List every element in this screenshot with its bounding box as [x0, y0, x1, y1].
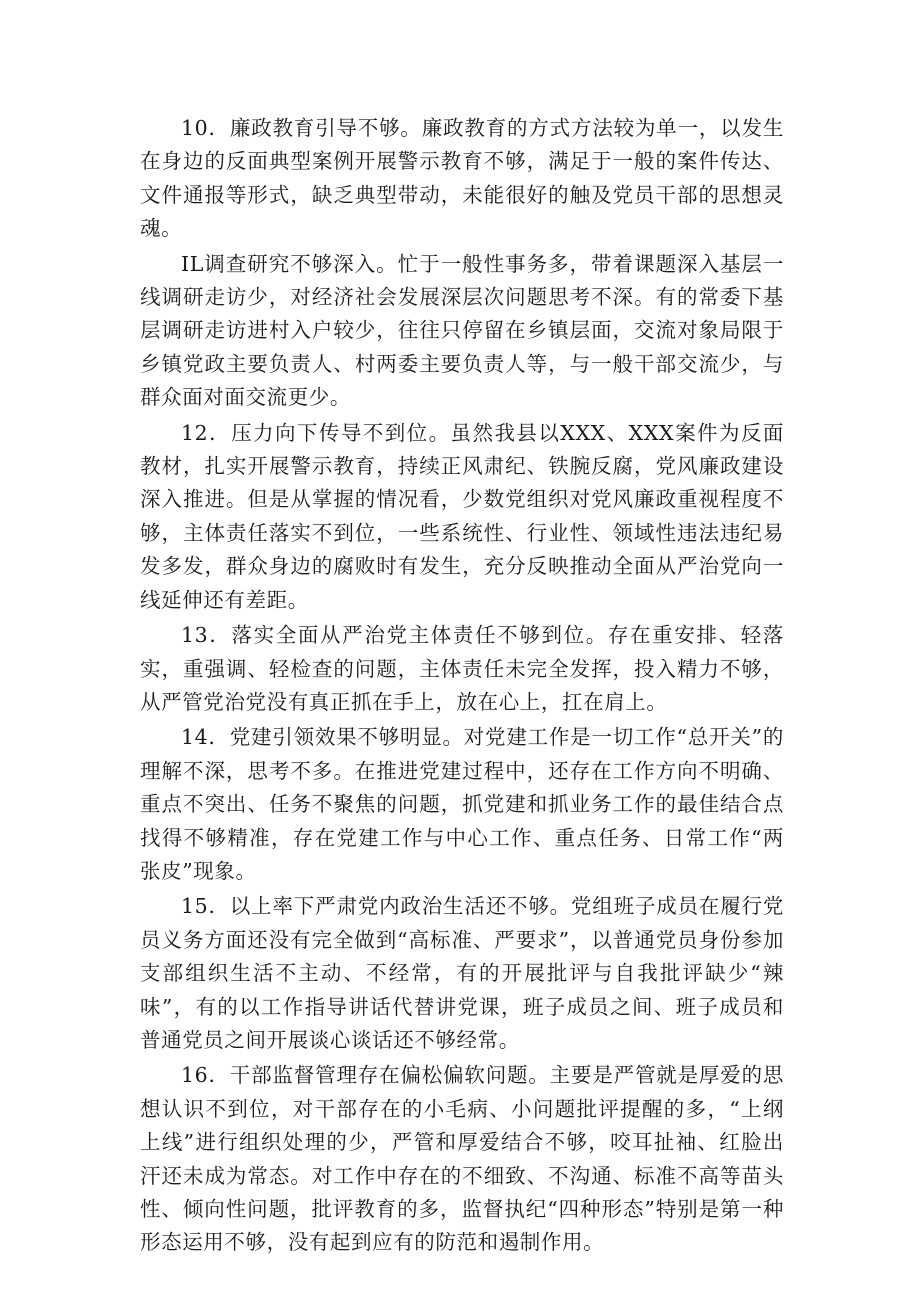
- paragraph-10: 10．廉政教育引导不够。廉政教育的方式方法较为单一，以发生在身边的反面典型案例开展警示教育不够，满足于一般的案件传达、文件通报等形式，缺乏典型带动，未能很好的触及党员干部的思想灵魂。: [140, 116, 784, 241]
- paragraph-14: 14．党建引领效果不够明显。对党建工作是一切工作“总开关”的理解不深，思考不多。在推进党建过程中，还存在工作方向不明确、重点不突出、任务不聚焦的问题，抓党建和抓业务工作的最佳结合点找得不够精准，存在党建工作与中心工作、重点任务、日常工作“两张皮”现象。: [140, 725, 784, 883]
- paragraph-11: IL调查研究不够深入。忙于一般性事务多，带着课题深入基层一线调研走访少，对经济社会发展深层次问题思考不深。有的常委下基层调研走访进村入户较少，往往只停留在乡镇层面，交流对象局限于乡镇党政主要负责人、村两委主要负责人等，与一般干部交流少，与群众面对面交流更少。: [140, 251, 784, 410]
- paragraph-13: 13．落实全面从严治党主体责任不够到位。存在重安排、轻落实，重强调、轻检查的问题，主体责任未完全发挥，投入精力不够，从严管党治党没有真正抓在手上，放在心上，扛在肩上。: [140, 623, 784, 714]
- document-page: [140, 112, 784, 1262]
- paragraph-15: 15．以上率下严肃党内政治生活还不够。党组班子成员在履行党员义务方面还没有完全做到“高标准、严要求”，以普通党员身份参加支部组织生活不主动、不经常，有的开展批评与自我批评缺少“辣味”，有的以工作指导讲话代替讲党课，班子成员之间、班子成员和普通党员之间开展谈心谈话还不够经常。: [140, 894, 784, 1052]
- paragraph-16: 16．干部监督管理存在偏松偏软问题。主要是严管就是厚爱的思想认识不到位，对干部存在的小毛病、小问题批评提醒的多，“上纲上线”进行组织处理的少，严管和厚爱结合不够，咬耳扯袖、红脸出汗还未成为常态。对工作中存在的不细致、不沟通、标准不高等苗头性、倾向性问题，批评教育的多，监督执纪“四种形态”特别是第一种形态运用不够，没有起到应有的防范和遏制作用。: [140, 1063, 784, 1255]
- paragraph-12: 12．压力向下传导不到位。虽然我县以XXX、XXX案件为反面教材，扎实开展警示教育，持续正风肃纪、铁腕反腐，党风廉政建设深入推进。但是从掌握的情况看，少数党组织对党风廉政重视程度不够，主体责任落实不到位，一些系统性、行业性、领域性违法违纪易发多发，群众身边的腐败时有发生，充分反映推动全面从严治党向一线延伸还有差距。: [140, 420, 784, 612]
